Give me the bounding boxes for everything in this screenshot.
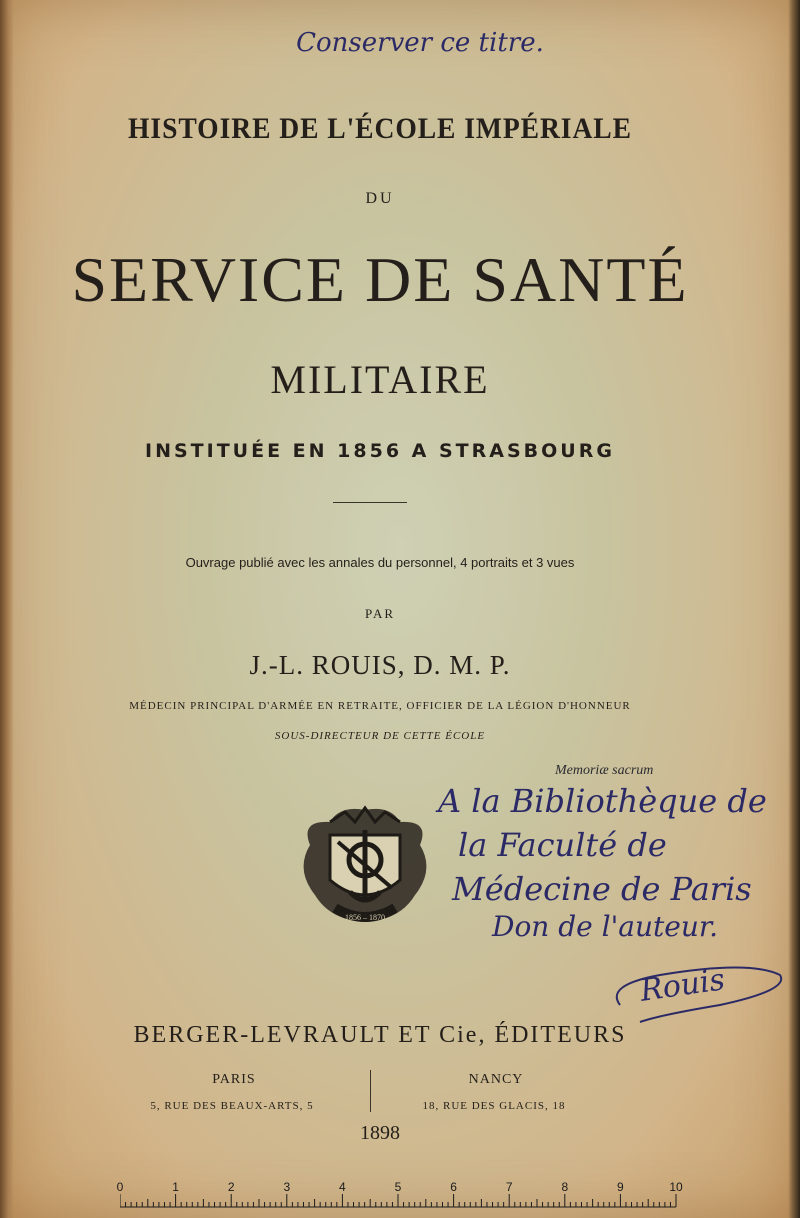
ruler-label: 4 — [339, 1180, 346, 1194]
ruler-label: 2 — [227, 1180, 235, 1194]
ruler-label: 5 — [394, 1180, 402, 1194]
publisher: BERGER-LEVRAULT ET Cie, ÉDITEURS — [133, 1022, 627, 1048]
inscription-line-1: A la Bibliothèque de — [438, 782, 767, 820]
par-label: PAR — [364, 606, 396, 621]
title-line-1: HISTOIRE DE L'ÉCOLE IMPÉRIALE — [128, 112, 632, 145]
memoriae-sacrum: Memoriæ sacrum — [555, 763, 654, 778]
measurement-ruler — [116, 1180, 683, 1208]
ruler-label: 0 — [116, 1180, 124, 1194]
ruler-label: 6 — [450, 1180, 457, 1194]
page-edge-right — [788, 0, 800, 1218]
ruler-label: 7 — [505, 1180, 513, 1194]
divider-rule — [333, 502, 407, 503]
handwritten-note: Conserver ce titre. — [296, 28, 544, 58]
signature: Rouis — [637, 962, 727, 1009]
title-du: DU — [365, 190, 395, 207]
publication-year: 1898 — [360, 1122, 400, 1144]
emblem-icon — [290, 800, 440, 932]
signature-flourish-icon — [600, 960, 790, 1030]
address-nancy: 18, RUE DES GLACIS, 18 — [422, 1100, 566, 1112]
inscription-line-4: Don de l'auteur. — [492, 910, 719, 943]
city-divider — [370, 1070, 371, 1112]
title-militaire: MILITAIRE — [270, 357, 490, 402]
subtitle: INSTITUÉE EN 1856 A STRASBOURG — [145, 440, 615, 462]
author-role: SOUS-DIRECTEUR DE CETTE ÉCOLE — [274, 730, 486, 742]
address-paris: 5, RUE DES BEAUX-ARTS, 5 — [150, 1100, 314, 1112]
inscription-line-2: la Faculté de — [458, 826, 667, 864]
ruler-label: 3 — [283, 1180, 291, 1194]
ruler-label: 1 — [172, 1180, 179, 1194]
city-nancy: NANCY — [468, 1072, 524, 1087]
emblem-years: 1856 – 1870 — [345, 913, 385, 922]
author-title: MÉDECIN PRINCIPAL D'ARMÉE EN RETRAITE, OFFICIER DE LA LÉGION D'HONNEUR — [129, 700, 631, 712]
ruler-label: 9 — [617, 1180, 624, 1194]
description: Ouvrage publié avec les annales du personnel, 4 portraits et 3 vues — [185, 555, 575, 570]
title-main: SERVICE DE SANTÉ — [71, 244, 689, 315]
ruler-label: 8 — [561, 1180, 569, 1194]
author-name: J.-L. ROUIS, D. M. P. — [249, 650, 511, 680]
city-paris: PARIS — [212, 1072, 256, 1087]
inscription-line-3: Médecine de Paris — [452, 870, 752, 908]
ruler-scale — [120, 1194, 678, 1208]
ruler-label: 10 — [669, 1180, 683, 1194]
